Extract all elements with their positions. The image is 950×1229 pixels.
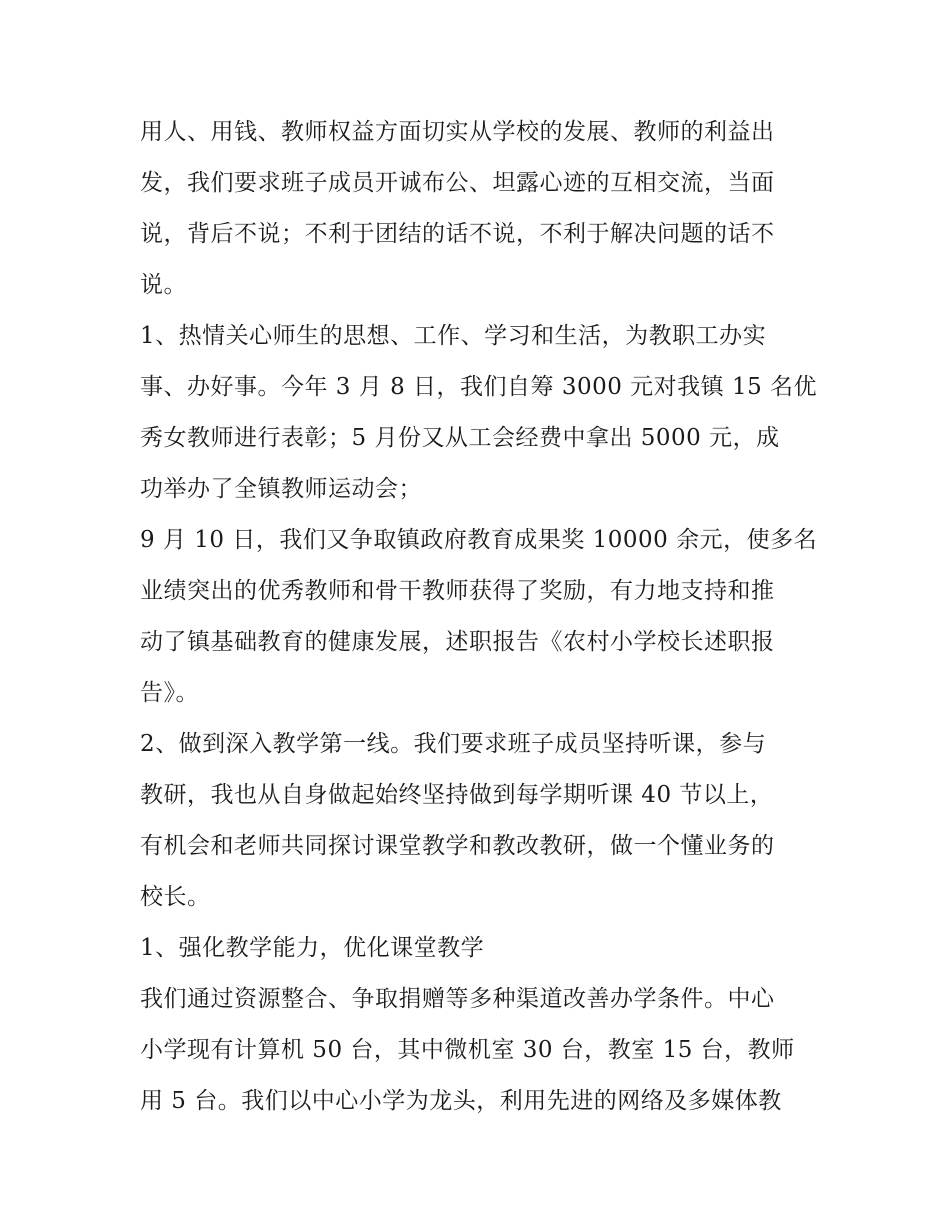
text-line: 9 月 10 日，我们又争取镇政府教育成果奖 10000 余元，使多名	[140, 527, 818, 553]
text-line: 1、热情关心师生的思想、工作、学习和生活，为教职工办实	[140, 323, 767, 349]
text-line: 说，背后不说；不利于团结的话不说，不利于解决问题的话不	[140, 221, 775, 247]
text-line: 发，我们要求班子成员开诚布公、坦露心迹的互相交流，当面	[140, 170, 775, 196]
text-line: 业绩突出的优秀教师和骨干教师获得了奖励，有力地支持和推	[140, 578, 775, 604]
text-line: 教研，我也从自身做起始终坚持做到每学期听课 40 节以上，	[140, 782, 774, 808]
text-line: 说。	[140, 272, 187, 298]
text-line: 动了镇基础教育的健康发展，述职报告《农村小学校长述职报	[140, 629, 775, 655]
text-line: 秀女教师进行表彰；5 月份又从工会经费中拿出 5000 元，成	[140, 425, 780, 451]
text-line: 事、办好事。今年 3 月 8 日，我们自筹 3000 元对我镇 15 名优	[140, 374, 818, 400]
text-line: 用人、用钱、教师权益方面切实从学校的发展、教师的利益出	[140, 119, 775, 145]
text-line: 小学现有计算机 50 台，其中微机室 30 台，教室 15 台，教师	[140, 1037, 795, 1063]
text-line: 校长。	[140, 884, 211, 910]
text-line: 用 5 台。我们以中心小学为龙头，利用先进的网络及多媒体教	[140, 1088, 782, 1114]
text-line: 功举办了全镇教师运动会；	[140, 476, 422, 502]
text-line: 2、做到深入教学第一线。我们要求班子成员坚持听课，参与	[140, 731, 767, 757]
text-line: 1、强化教学能力，优化课堂教学	[140, 935, 485, 961]
text-line: 我们通过资源整合、争取捐赠等多种渠道改善办学条件。中心	[140, 986, 775, 1012]
text-line: 告》。	[140, 680, 199, 706]
text-line: 有机会和老师共同探讨课堂教学和教改教研，做一个懂业务的	[140, 833, 775, 859]
